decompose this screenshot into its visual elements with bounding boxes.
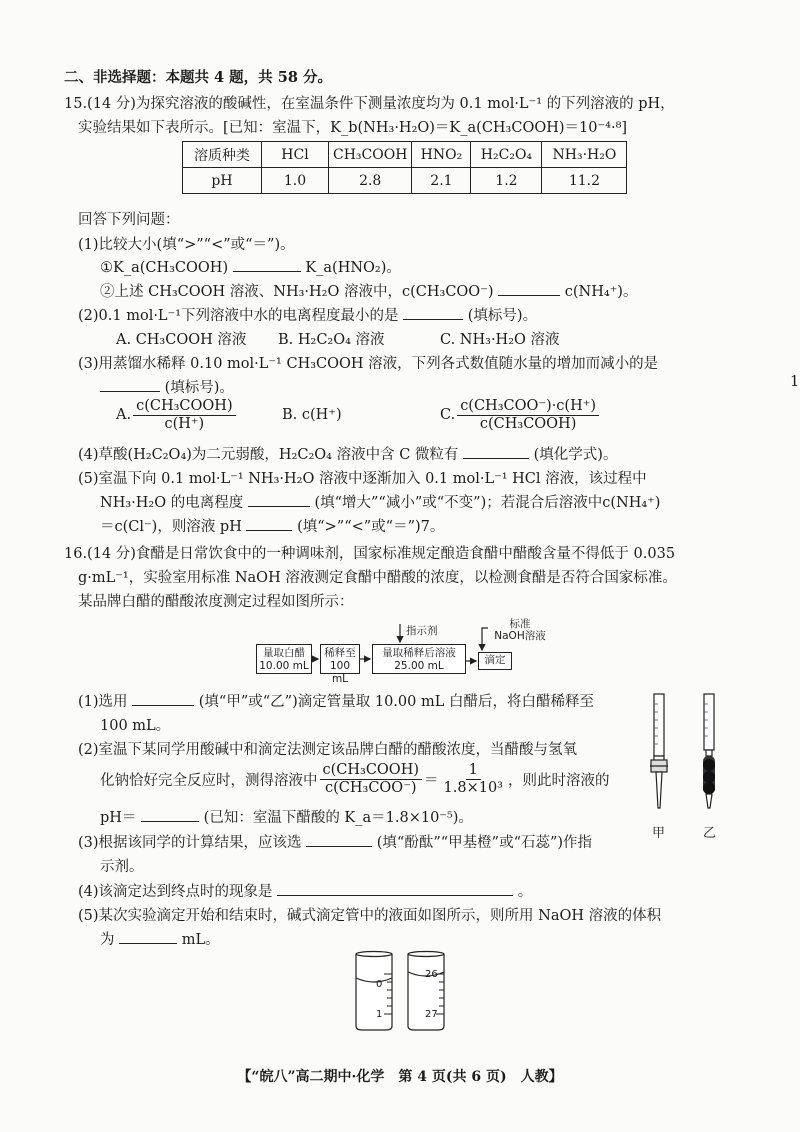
q16-part5-line1: (5)某次实验滴定开始和结束时，碱式滴定管中的液面如图所示，则所用 NaOH 溶液的体积 [78, 908, 662, 924]
fraction-denominator: c(CH₃COOH) [479, 415, 577, 432]
fraction [441, 762, 506, 796]
equals-sign: ＝ [424, 772, 439, 789]
q16-part2-text: 化钠恰好完全反应时，测得溶液中 [100, 772, 318, 789]
flow-box-text: 稀释至 [324, 647, 356, 659]
fraction-denominator: c(H⁺) [164, 415, 205, 432]
naoh-label-line: NaOH溶液 [494, 630, 546, 642]
flow-box-text: 量取白醋 [263, 647, 305, 659]
fraction-denominator: 1.8×10³ [443, 779, 503, 796]
q16-part5-text: 为 [100, 932, 115, 948]
burettes-figure [640, 690, 730, 840]
burette-jia [650, 694, 668, 808]
indicator-label: 指示剂 [406, 625, 438, 637]
q16-part3 [78, 831, 592, 852]
q16-stem-line1: 16.(14 分)食醋是日常饮食中的一种调味剂，国家标准规定酿造食醋中醋酸含量不得低于 0.035 [64, 546, 676, 562]
q16-part2-line3 [100, 806, 473, 827]
table-cell: 11.2 [542, 168, 627, 194]
burette-label-yi: 乙 [703, 826, 717, 841]
q16-part2-text: (已知：室温下醋酸的 K_a＝1.8×10⁻⁵)。 [203, 810, 473, 826]
table-header: HNO₂ [412, 142, 471, 168]
table-header: H₂C₂O₄ [471, 142, 542, 168]
answer-blank[interactable] [132, 691, 194, 706]
fraction-numerator: c(CH₃COO⁻)·c(H⁺) [457, 398, 599, 416]
page-footer: 【“皖八”高二期中·化学 第 4 页(共 6 页) 人教】 [237, 1069, 563, 1085]
q15-part2-option-a: A. CH₃COOH 溶液 [116, 332, 247, 348]
fraction-numerator: 1 [466, 762, 481, 780]
option-label: C. [440, 407, 456, 424]
q15-part1: (1)比较大小(填“>”“<”或“＝”)。 [78, 237, 295, 253]
q15-part2-option-b: B. H₂C₂O₄ 溶液 [278, 332, 385, 348]
glass-bead-icon [703, 759, 715, 771]
fraction [320, 762, 423, 796]
fraction-numerator: c(CH₃COOH) [320, 762, 423, 780]
burette-readings-figure [352, 952, 452, 1032]
table-cell: pH [183, 168, 262, 194]
q16-part4 [78, 880, 532, 901]
scale-label: 26 [425, 969, 438, 980]
flow-box-text: 滴定 [484, 654, 506, 666]
q16-part1-text: (填“甲”或“乙”)滴定管量取 10.00 mL 白醋后，将白醋稀释至 [198, 694, 594, 710]
q15-part3-option-b: B. c(H⁺) [282, 407, 342, 423]
answer-blank[interactable] [141, 807, 199, 822]
table-cell: 1.2 [471, 168, 542, 194]
table-header: 溶质种类 [183, 142, 262, 168]
q16-part2-line2 [100, 762, 610, 796]
flow-arrow [482, 628, 488, 650]
q15-part2-tail: (填标号)。 [467, 308, 538, 324]
scale-label: 27 [425, 1009, 438, 1020]
table-cell: 2.8 [329, 168, 412, 194]
q15-part5-text: (填“>”“<”或“＝”)7。 [297, 519, 445, 535]
q15-part1-b-left: ②上述 CH₃COOH 溶液、NH₃·H₂O 溶液中，c(CH₃COO⁻) [100, 284, 494, 300]
q15-part5-line1: (5)室温下向 0.1 mol·L⁻¹ NH₃·H₂O 溶液中逐渐加入 0.1 mol·L⁻¹ HCl 溶液，该过程中 [78, 471, 647, 487]
q16-part1-line2: 100 mL。 [100, 718, 171, 734]
answer-blank[interactable] [119, 929, 177, 944]
q16-part1 [78, 690, 594, 711]
q16-stem-line3: 某品牌白醋的醋酸浓度测定过程如图所示： [78, 594, 354, 610]
q16-part2-text: ，则此时溶液的 [508, 772, 610, 789]
answer-blank[interactable] [277, 881, 513, 896]
q15-part3: (3)用蒸馏水稀释 0.10 mol·L⁻¹ CH₃COOH 溶液，下列各式数值随水量的增加而减小的是 [78, 356, 659, 372]
q15-part4-tail: (填化学式)。 [533, 447, 618, 463]
q16-part3-text: (3)根据该同学的计算结果，应该选 [78, 835, 302, 851]
q16-part5-line2 [100, 928, 220, 949]
q16-part2-text: pH＝ [100, 810, 137, 826]
q15-part2-option-c: C. NH₃·H₂O 溶液 [440, 332, 560, 348]
flow-box-text: 25.00 mL [394, 660, 444, 672]
q15-part5-text: (填“增大”“减小”或“不变”)；若混合后溶液中c(NH₄⁺) [314, 495, 661, 511]
answer-blank[interactable] [306, 832, 372, 847]
q15-part1-a-right: K_a(HNO₂)。 [305, 260, 401, 276]
q15-part3-tail: (填标号)。 [164, 380, 234, 396]
table-header: HCl [262, 142, 329, 168]
scale-label: 1 [376, 1009, 383, 1020]
option-label: A. [116, 407, 132, 424]
flow-box-text: 量取稀释后溶液 [382, 647, 456, 659]
q15-stem-line2: 实验结果如下表所示。[已知：室温下，K_b(NH₃·H₂O)＝K_a(CH₃COOH)＝10⁻⁴·⁸] [78, 120, 628, 136]
q16-part4-end: 。 [517, 884, 533, 900]
table-cell: 1.0 [262, 168, 329, 194]
scale-label: 0 [376, 979, 383, 990]
burette-label-jia: 甲 [652, 826, 666, 841]
q16-part2-line1: (2)室温下某同学用酸碱中和滴定法测定该品牌白醋的醋酸浓度，当醋酸与氢氧 [78, 742, 578, 758]
q15-part5-text: ＝c(Cl⁻)，则溶液 pH [100, 519, 242, 535]
fraction-numerator: c(CH₃COOH) [133, 398, 236, 416]
q16-part3-line2: 示剂。 [100, 859, 144, 875]
answer-prompt: 回答下列问题： [78, 212, 180, 228]
section-title: 二、非选择题：本题共 4 题，共 58 分。 [64, 69, 332, 86]
flow-box-text: 10.00 mL [259, 660, 309, 672]
q16-part1-text: (1)选用 [78, 694, 128, 710]
flow-box-text: 100 mL [329, 660, 351, 685]
table-header: CH₃COOH [329, 142, 412, 168]
q15-part4-text: (4)草酸(H₂C₂O₄)为二元弱酸，H₂C₂O₄ 溶液中含 C 微粒有 [78, 447, 459, 463]
q16-part3-text: (填“酚酞”“甲基橙”或“石蕊”)作指 [376, 835, 593, 851]
burette-reading-start [356, 952, 392, 1031]
q16-stem-line2: g·mL⁻¹，实验室用标准 NaOH 溶液测定食醋中醋酸的浓度，以检测食醋是否符合国家标准。 [78, 570, 677, 586]
table-header: NH₃·H₂O [542, 142, 627, 168]
q15-part2-text: (2)0.1 mol·L⁻¹下列溶液中水的电离程度最小的是 [78, 308, 399, 324]
q15-part1-a-left: ①K_a(CH₃COOH) [100, 260, 229, 276]
burette-yi [703, 694, 715, 808]
margin-mark: 1 [790, 374, 800, 390]
q15-part1-b-right: c(NH₄⁺)。 [564, 284, 638, 300]
q15-part5-text: NH₃·H₂O 的电离程度 [100, 495, 244, 511]
table-cell: 2.1 [412, 168, 471, 194]
q16-part5-text: mL。 [181, 932, 220, 948]
fraction-denominator: c(CH₃COO⁻) [325, 779, 417, 796]
q15-stem-line1: 15.(14 分)为探究溶液的酸碱性，在室温条件下测量浓度均为 0.1 mol·L⁻¹ 的下列溶液的 pH， [64, 96, 675, 112]
naoh-label-line: 标准 [509, 618, 531, 630]
q16-part4-text: (4)该滴定达到终点时的现象是 [78, 884, 273, 900]
